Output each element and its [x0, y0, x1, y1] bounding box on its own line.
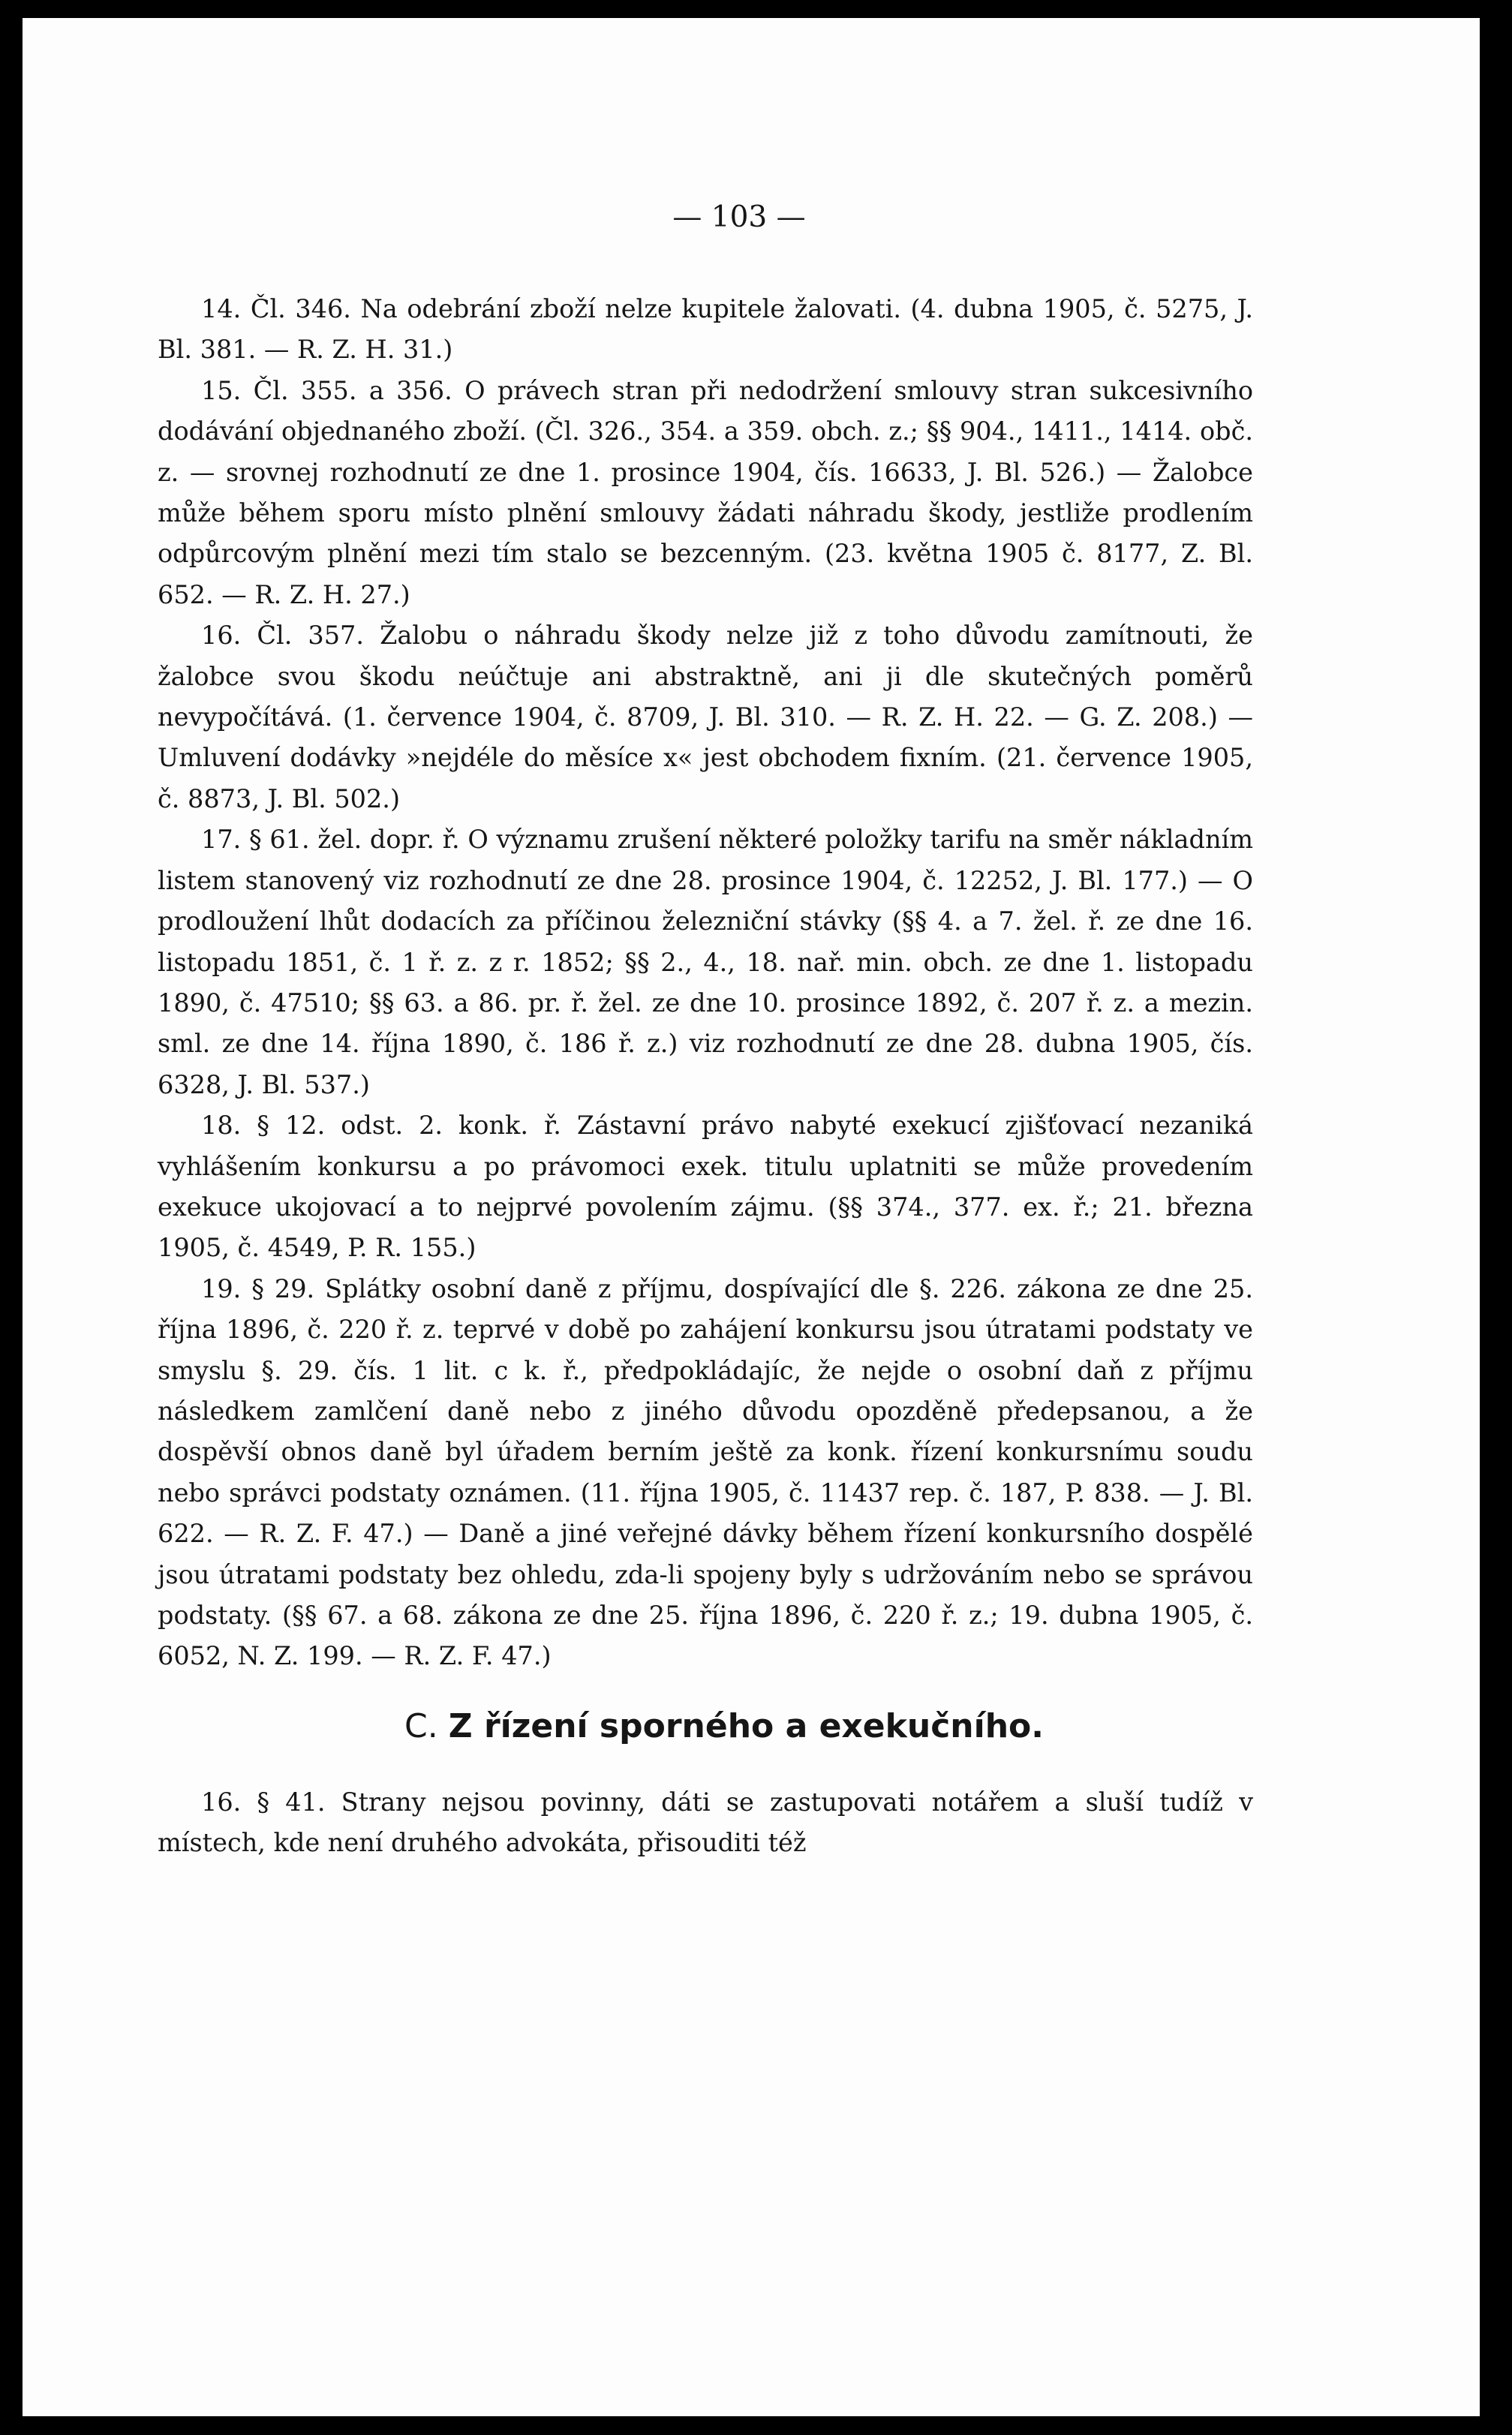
page-number: — 103 —	[672, 200, 806, 234]
page	[23, 18, 1480, 2416]
body-text	[158, 289, 1253, 1864]
paragraph-17: 17. § 61. žel. dopr. ř. O významu zrušení některé položky tarifu na směr nákladním listem stanovený viz rozhodnutí ze dne 28. prosince 1904, č. 12252, J. Bl. 177.) — O prodloužení lhůt dodacích za příčinou železniční stávky (§§ 4. a 7. žel. ř. ze dne 16. listopadu 1851, č. 1 ř. z. z r. 1852; §§ 2., 4., 18. nař. min. obch. ze dne 1. listopadu 1890, č. 47510; §§ 63. a 86. pr. ř. žel. ze dne 10. prosince 1892, č. 207 ř. z. a mezin. sml. ze dne 14. října 1890, č. 186 ř. z.) viz rozhodnutí ze dne 28. dubna 1905, čís. 6328, J. Bl. 537.)	[158, 825, 1253, 1099]
paragraph-18: 18. § 12. odst. 2. konk. ř. Zástavní právo nabyté exekucí zjišťovací nezaniká vyhlášením konkursu a po právomoci exek. titulu uplatniti se může provedením exekuce ukojovací a to nejprvé povolením zájmu. (§§ 374., 377. ex. ř.; 21. března 1905, č. 4549, P. R. 155.)	[158, 1111, 1253, 1263]
paragraph-15: 15. Čl. 355. a 356. O právech stran při nedodržení smlouvy stran sukcesivního dodávání objednaného zboží. (Čl. 326., 354. a 359. obch. z.; §§ 904., 1411., 1414. obč. z. — srovnej rozhodnutí ze dne 1. prosince 1904, čís. 16633, J. Bl. 526.) — Žalobce může během sporu místo plnění smlouvy žádati náhradu škody, jestliže prodlením odpůrcovým plnění mezi tím stalo se bezcenným. (23. května 1905 č. 8177, Z. Bl. 652. — R. Z. H. 27.)	[158, 375, 1253, 609]
paragraph-final: 16. § 41. Strany nejsou povinny, dáti se zastupovati notářem a sluší tudíž v místech, kde není druhého advokáta, přisouditi též	[158, 1787, 1253, 1858]
section-heading	[158, 1706, 1253, 1745]
paragraph-14: 14. Čl. 346. Na odebrání zboží nelze kupitele žalovati. (4. dubna 1905, č. 5275, J. Bl. 381. — R. Z. H. 31.)	[158, 294, 1253, 365]
section-title: Z řízení sporného a exekučního.	[448, 1706, 1044, 1745]
paragraph-16: 16. Čl. 357. Žalobu o náhradu škody nelze již z toho důvodu zamítnouti, že žalobce svou škodu neúčtuje ani abstraktně, ani ji dle skutečných poměrů nevypočítává. (1. července 1904, č. 8709, J. Bl. 310. — R. Z. H. 22. — G. Z. 208.) — Umluvení dodávky »nejdéle do měsíce x« jest obchodem fixním. (21. července 1905, č. 8873, J. Bl. 502.)	[158, 621, 1253, 813]
section-letter: C.	[404, 1706, 438, 1745]
paragraph-19: 19. § 29. Splátky osobní daně z příjmu, dospívající dle §. 226. zákona ze dne 25. října 1896, č. 220 ř. z. teprvé v době po zahájení konkursu jsou útratami podstaty ve smyslu §. 29. čís. 1 lit. c k. ř., předpokládajíc, že nejde o osobní daň z příjmu následkem zamlčení daně nebo z jiného důvodu opozděně předepsanou, a že dospěvší obnos daně byl úřadem berním ještě za konk. řízení konkursnímu soudu nebo správci podstaty oznámen. (11. října 1905, č. 11437 rep. č. 187, P. 838. — J. Bl. 622. — R. Z. F. 47.) — Daně a jiné veřejné dávky během řízení konkursního dospělé jsou útratami podstaty bez ohledu, zda-li spojeny byly s udržováním nebo se správou podstaty. (§§ 67. a 68. zákona ze dne 25. října 1896, č. 220 ř. z.; 19. dubna 1905, č. 6052, N. Z. 199. — R. Z. F. 47.)	[158, 1273, 1253, 1671]
